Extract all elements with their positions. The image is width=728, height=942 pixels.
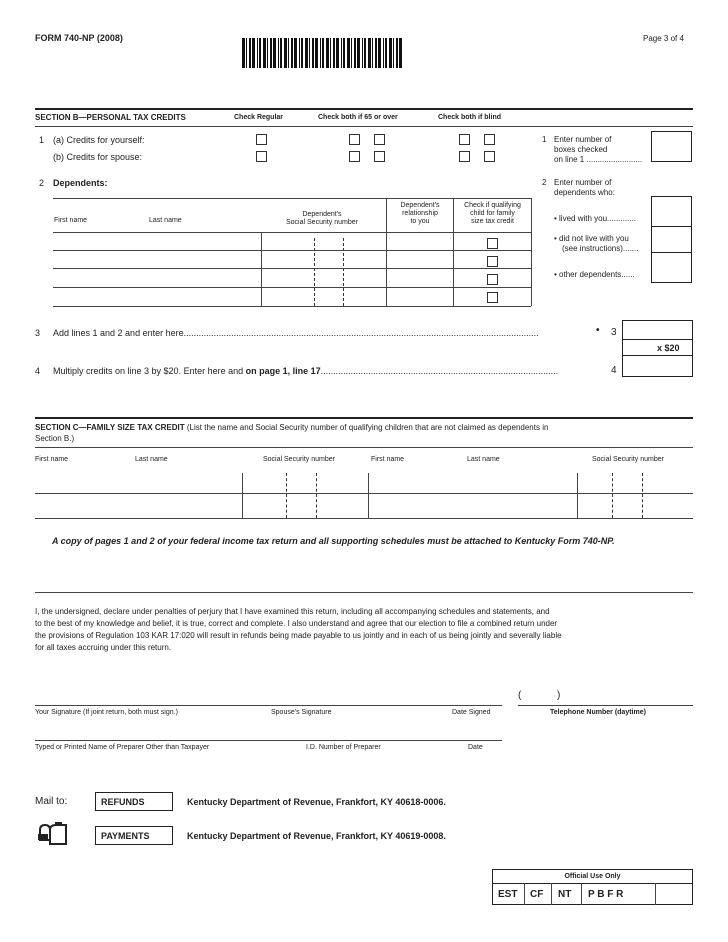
telephone-label: Telephone Number (daytime) — [550, 709, 646, 716]
checkbox-self-regular[interactable] — [256, 134, 267, 145]
checkbox-self-65-a[interactable] — [349, 134, 360, 145]
right1-text-1: Enter number of — [554, 135, 612, 144]
right1-text-3: on line 1 ......................... — [554, 155, 643, 164]
dep-checkbox-4[interactable] — [487, 292, 498, 303]
phone-paren-open: ( — [518, 690, 522, 701]
telephone-line[interactable] — [518, 705, 693, 706]
dep-col-first: First name — [54, 217, 88, 224]
declaration-line-2: to the best of my knowledge and belief, it is true, correct and complete. I also understand and agree that our election to file a combined return under — [35, 619, 558, 628]
dep-div-3 — [531, 198, 532, 232]
preparer-line[interactable] — [35, 740, 502, 741]
dep-col-chk-3: size tax credit — [471, 218, 514, 225]
c-col-ssn-1: Social Security number — [263, 456, 335, 463]
col-check-65: Check both if 65 or over — [318, 114, 398, 121]
c-dash-3 — [612, 473, 613, 518]
right2-text-2: dependents who: — [554, 188, 615, 197]
dep-col-ssn-2: Social Security number — [286, 219, 358, 226]
dep-table-top — [53, 198, 531, 199]
your-signature-line[interactable] — [35, 705, 502, 706]
dep-row-div-c — [453, 232, 454, 306]
dep-col-rel-3: to you — [410, 218, 430, 225]
attach-note: A copy of pages 1 and 2 of your federal income tax return and all supporting schedules must be attached to Kentucky Form 740-NP. — [52, 536, 615, 546]
line3-label: Add lines 1 and 2 and enter here.............................................................................................................................................. — [53, 328, 539, 338]
line4-dots: ............................................................................................... — [320, 366, 559, 376]
official-est: EST — [498, 889, 518, 900]
c-div-2 — [368, 473, 369, 518]
payments-address: Kentucky Department of Revenue, Frankfort, KY 40619-0008. — [187, 831, 446, 841]
checkbox-spouse-blind-b[interactable] — [484, 151, 495, 162]
line2-label: Dependents: — [53, 178, 108, 188]
c-col-last-1: Last name — [135, 456, 168, 463]
payments-label: PAYMENTS — [101, 831, 150, 841]
date-signed-label: Date Signed — [452, 709, 491, 716]
lived-box[interactable] — [651, 196, 692, 227]
c-col-ssn-2: Social Security number — [592, 456, 664, 463]
declaration-line-3: the provisions of Regulation 103 KAR 17:020 will result in refunds being made payable to us jointly and in each of us being jointly and severally liable — [35, 631, 562, 640]
mail-to-label: Mail to: — [35, 796, 68, 807]
line4-label — [53, 366, 558, 376]
right1-number: 1 — [542, 135, 547, 144]
section-c-rows — [35, 473, 693, 519]
c-dash-1 — [286, 473, 287, 518]
section-c-desc-1 — [35, 423, 548, 432]
official-nt: NT — [558, 889, 572, 900]
line2-number: 2 — [39, 178, 45, 188]
multiplier-label: x $20 — [657, 343, 680, 353]
col-check-regular: Check Regular — [234, 114, 284, 121]
line4-label-text: Multiply credits on line 3 by $20. Enter here and — [53, 366, 246, 376]
checkbox-spouse-65-b[interactable] — [374, 151, 385, 162]
checkbox-self-blind-b[interactable] — [484, 134, 495, 145]
declaration-rule — [35, 592, 693, 593]
line1b-label: (b) Credits for spouse: — [53, 152, 143, 162]
not-lived-1: • did not live with you — [554, 234, 629, 243]
c-dash-4 — [642, 473, 643, 518]
checkbox-spouse-regular[interactable] — [256, 151, 267, 162]
barcode — [242, 38, 406, 68]
line4-input[interactable] — [622, 355, 693, 377]
official-div-2 — [551, 883, 552, 905]
dep-checkbox-2[interactable] — [487, 256, 498, 267]
official-title: Official Use Only — [564, 873, 621, 880]
other-dependents: • other dependents...... — [554, 270, 635, 279]
dep-checkbox-3[interactable] — [487, 274, 498, 285]
form-title: FORM 740-NP (2008) — [35, 33, 123, 43]
right1-text-2: boxes checked — [554, 145, 608, 154]
refunds-address: Kentucky Department of Revenue, Frankfort, KY 40618-0006. — [187, 797, 446, 807]
dep-row-line-1 — [53, 250, 531, 251]
line1-count-box[interactable] — [651, 131, 692, 162]
dep-col-last: Last name — [149, 217, 182, 224]
line3-number: 3 — [35, 328, 41, 338]
dependents-rows — [53, 232, 531, 307]
dep-row-div-b — [386, 232, 387, 306]
dep-col-chk-1: Check if qualifying — [464, 202, 521, 209]
not-lived-2: (see instructions)....... — [562, 244, 639, 253]
dep-row-div-d — [531, 232, 532, 306]
spouse-signature-label: Spouse's Signature — [271, 709, 332, 716]
checkbox-self-65-b[interactable] — [374, 134, 385, 145]
mailbox-icon — [36, 822, 70, 846]
lived-with-you: • lived with you............. — [554, 214, 636, 223]
c-dash-2 — [316, 473, 317, 518]
dep-div-2 — [453, 198, 454, 232]
line4-box-number: 4 — [611, 365, 617, 376]
dep-col-chk-2: child for family — [470, 210, 515, 217]
dep-row-line-4 — [53, 306, 531, 307]
c-div-3 — [577, 473, 578, 518]
official-cf: CF — [530, 889, 544, 900]
dep-ssn-dash-1 — [314, 238, 315, 306]
section-c-desc-text: (List the name and Social Security number of qualifying children that are not claimed as dependents in — [184, 423, 549, 432]
preparer-date-label: Date — [468, 744, 483, 751]
dep-row-line-2 — [53, 268, 531, 269]
right2-number: 2 — [542, 178, 547, 187]
dep-row-div-a — [261, 232, 262, 306]
not-lived-box[interactable] — [651, 226, 692, 253]
dep-row-line-3 — [53, 287, 531, 288]
checkbox-spouse-blind-a[interactable] — [459, 151, 470, 162]
c-col-last-2: Last name — [467, 456, 500, 463]
right2-text-1: Enter number of — [554, 178, 612, 187]
c-div-1 — [242, 473, 243, 518]
declaration-line-4: for all taxes accruing under this return. — [35, 643, 172, 652]
c-row-line-2 — [35, 518, 693, 519]
dep-ssn-dash-2 — [343, 238, 344, 306]
section-b-title: SECTION B—PERSONAL TAX CREDITS — [35, 113, 186, 122]
official-div-4 — [655, 883, 656, 905]
section-c-rule — [35, 417, 693, 419]
phone-paren-close: ) — [557, 690, 561, 701]
line1-number: 1 — [39, 135, 45, 145]
section-c-desc-2: Section B.) — [35, 434, 75, 443]
col-check-blind: Check both if blind — [438, 114, 501, 121]
line3-input[interactable] — [622, 320, 693, 340]
dep-col-rel-2: relationship — [402, 210, 438, 217]
line4-number: 4 — [35, 366, 41, 376]
line3-bullet: • — [596, 325, 600, 336]
page-number: Page 3 of 4 — [643, 34, 684, 43]
declaration-line-1: I, the undersigned, declare under penalties of perjury that I have examined this return, including all accompanying schedules and statements, and — [35, 607, 550, 616]
barcode-graphic — [242, 38, 406, 68]
line3-box-number: 3 — [611, 327, 617, 338]
preparer-name-label: Typed or Printed Name of Preparer Other than Taxpayer — [35, 744, 210, 751]
c-col-first-2: First name — [371, 456, 405, 463]
line4-label-bold: on page 1, line 17 — [245, 366, 321, 376]
refunds-label: REFUNDS — [101, 797, 145, 807]
section-b-rule — [35, 108, 693, 110]
dep-checkbox-1[interactable] — [487, 238, 498, 249]
dep-col-rel-1: Dependent's — [400, 202, 440, 209]
official-pbfr: P B F R — [588, 889, 624, 900]
section-c-title: SECTION C—FAMILY SIZE TAX CREDIT — [35, 423, 185, 432]
dep-col-ssn-1: Dependent's — [302, 211, 342, 218]
c-col-first-1: First name — [35, 456, 69, 463]
preparer-id-label: I.D. Number of Preparer — [306, 744, 381, 751]
c-row-line-1 — [35, 493, 693, 494]
checkbox-self-blind-a[interactable] — [459, 134, 470, 145]
your-signature-label: Your Signature (If joint return, both must sign.) — [35, 709, 178, 716]
official-div-3 — [581, 883, 582, 905]
dep-div-1 — [386, 198, 387, 232]
section-b-subrule — [35, 126, 693, 127]
other-box[interactable] — [651, 252, 692, 283]
section-c-subrule — [35, 447, 693, 448]
official-div-1 — [524, 883, 525, 905]
line1a-label: (a) Credits for yourself: — [53, 135, 145, 145]
checkbox-spouse-65-a[interactable] — [349, 151, 360, 162]
